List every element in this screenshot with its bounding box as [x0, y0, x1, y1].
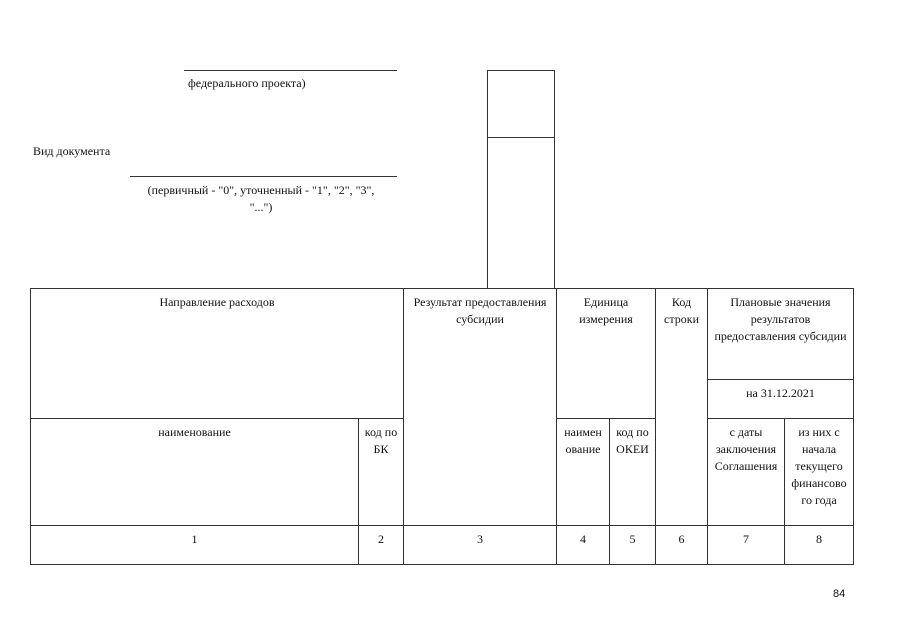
federal-project-caption: федерального проекта) [188, 76, 306, 90]
header-bk-code: код по БК [359, 419, 404, 526]
header-from-agreement: с даты заключения Соглашения [708, 419, 785, 526]
header-planned: Плановые значения результатов предоставления субсидии [708, 289, 854, 380]
col-number: 5 [610, 526, 656, 565]
col-number: 8 [785, 526, 854, 565]
col-number: 1 [31, 526, 359, 565]
col-number: 6 [656, 526, 708, 565]
column-numbers-row [31, 526, 854, 565]
header-unit-name: наимен ование [557, 419, 610, 526]
header-name: наименование [31, 419, 359, 526]
header-direction: Направление расходов [31, 289, 404, 419]
page-number: 84 [833, 588, 846, 600]
doc-type-label: Вид документа [33, 144, 111, 158]
doc-type-hint-line2: "...") [249, 200, 273, 214]
header-unit: Единица измерения [557, 289, 656, 419]
col-number: 3 [404, 526, 557, 565]
col-number: 4 [557, 526, 610, 565]
code-box-upper[interactable] [487, 70, 555, 138]
header-code: Код строки [656, 289, 708, 526]
doc-type-hint-line1: (первичный - "0", уточненный - "1", "2", "3", [147, 183, 375, 197]
doc-type-underline [130, 176, 397, 177]
doc-type-hint [125, 182, 397, 216]
header-row-1 [31, 289, 854, 380]
header-on-date: на 31.12.2021 [708, 380, 854, 419]
code-box-lower[interactable] [487, 137, 555, 289]
header-okei-code: код по ОКЕИ [610, 419, 656, 526]
col-number: 7 [708, 526, 785, 565]
federal-project-underline [184, 70, 397, 71]
col-number: 2 [359, 526, 404, 565]
header-result: Результат предоставления субсидии [404, 289, 557, 526]
header-from-fy: из них с начала текущего финансово го года [785, 419, 854, 526]
results-table [30, 288, 854, 565]
